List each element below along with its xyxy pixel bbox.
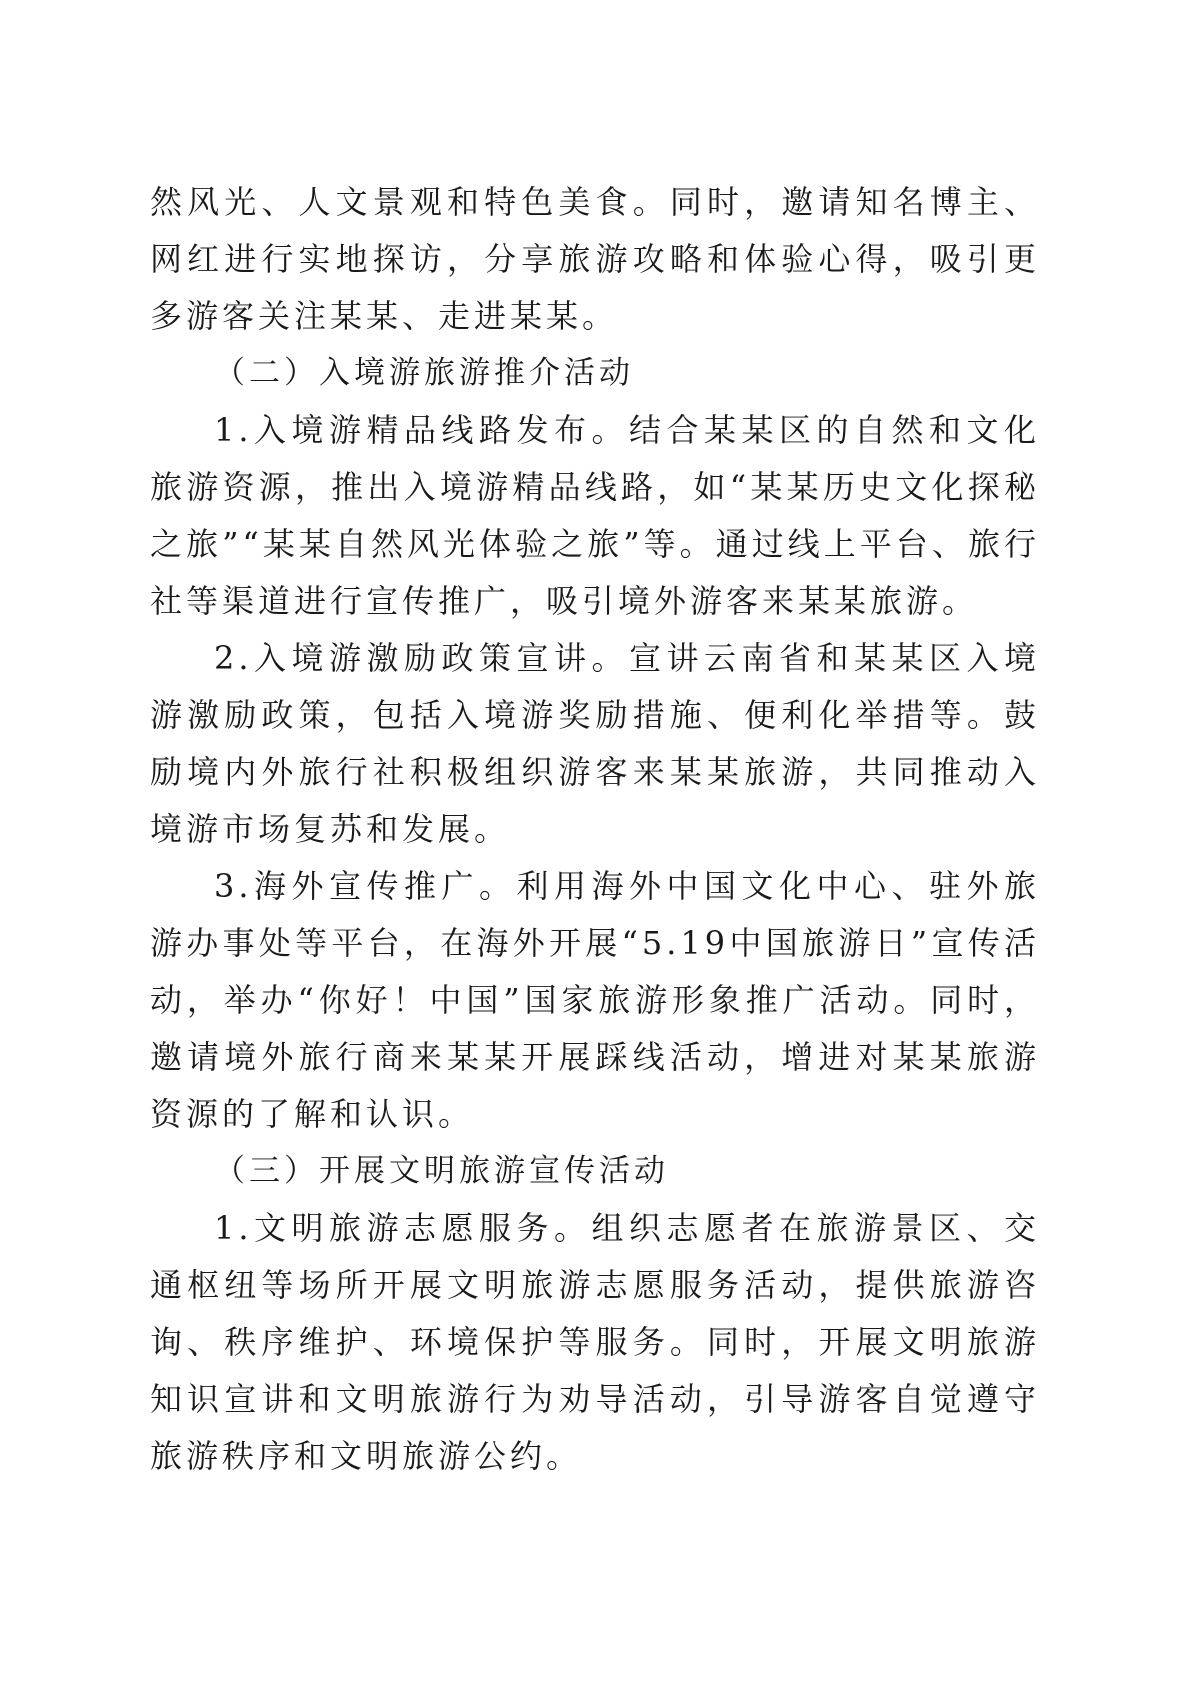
paragraph-item-2: 2.入境游激励政策宣讲。宣讲云南省和某某区入境游激励政策，包括入境游奖励措施、便利化举措等。鼓励境内外旅行社积极组织游客来某某旅游，共同推动入境游市场复苏和发展。 xyxy=(150,639,1040,848)
section-heading-3: （三）开展文明旅游宣传活动 xyxy=(214,1153,669,1189)
paragraph-continuation: 然风光、人文景观和特色美食。同时，邀请知名博主、网红进行实地探访，分享旅游攻略和体验心得，吸引更多游客关注某某、走进某某。 xyxy=(150,183,1040,335)
section-heading-2: （二）入境游旅游推介活动 xyxy=(214,355,634,391)
document-body xyxy=(150,174,1040,1485)
paragraph-item-4: 1.文明旅游志愿服务。组织志愿者在旅游景区、交通枢纽等场所开展文明旅游志愿服务活动，提供旅游咨询、秩序维护、环境保护等服务。同时，开展文明旅游知识宣讲和文明旅游行为劝导活动，引导游客自觉遵守旅游秩序和文明旅游公约。 xyxy=(150,1209,1040,1475)
paragraph-item-1: 1.入境游精品线路发布。结合某某区的自然和文化旅游资源，推出入境游精品线路，如“某某历史文化探秘之旅”“某某自然风光体验之旅”等。通过线上平台、旅行社等渠道进行宣传推广，吸引境外游客来某某旅游。 xyxy=(150,411,1040,620)
paragraph-item-3: 3.海外宣传推广。利用海外中国文化中心、驻外旅游办事处等平台，在海外开展“5.19中国旅游日”宣传活动，举办“你好！中国”国家旅游形象推广活动。同时，邀请境外旅行商来某某开展踩线活动，增进对某某旅游资源的了解和认识。 xyxy=(150,867,1040,1133)
